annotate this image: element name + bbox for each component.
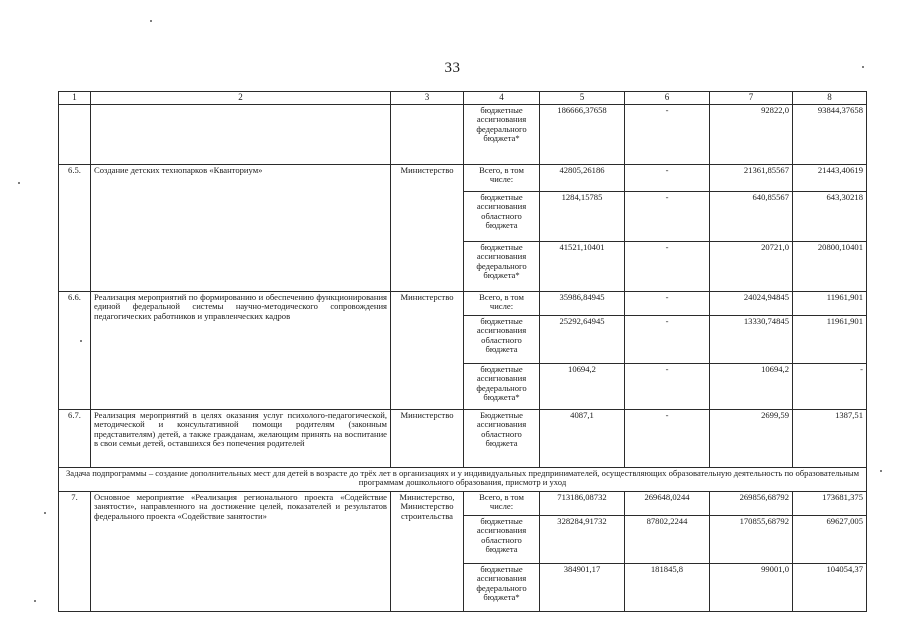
task-row — [59, 467, 867, 491]
value-cell: 20721,0 — [710, 241, 793, 291]
value-cell: 1284,15785 — [540, 191, 625, 241]
value-cell: 13330,74845 — [710, 315, 793, 363]
value-cell: - — [793, 363, 867, 409]
scan-speck — [862, 66, 864, 68]
value-cell: 21443,40619 — [793, 164, 867, 191]
value-cell: 42805,26186 — [540, 164, 625, 191]
value-cell: 93844,37658 — [793, 104, 867, 164]
name-cell: Основное мероприятие «Реализация регионального проекта «Содействие занятости», направленного на достижение целей, показателей и результатов федерального проекта «Содействие занятости» — [91, 491, 391, 611]
table-row — [59, 409, 867, 467]
executor-cell: Министерство — [391, 409, 464, 467]
value-cell: 25292,64945 — [540, 315, 625, 363]
value-cell: 87802,2244 — [625, 515, 710, 563]
num-cell: 6.7. — [59, 409, 91, 467]
task-line: Задача подпрограммы – создание дополнительных мест для детей в возрасте до трёх лет в организациях и у индивидуальных предпринимателей, осуществляющих образовательную деятельность по образовательным программам дошкольного образования, присмотр и уход — [59, 467, 867, 491]
source-cell: бюджетные ассигнования областного бюджета — [464, 515, 540, 563]
scan-speck — [44, 512, 46, 514]
value-cell: 186666,37658 — [540, 104, 625, 164]
scan-speck — [150, 20, 152, 22]
scan-speck — [880, 470, 882, 472]
source-cell: бюджетные ассигнования областного бюджета — [464, 191, 540, 241]
value-cell: 11961,901 — [793, 315, 867, 363]
column-header: 3 — [391, 92, 464, 105]
num-cell: 6.6. — [59, 291, 91, 409]
value-cell: 35986,84945 — [540, 291, 625, 315]
value-cell: 713186,08732 — [540, 491, 625, 515]
source-cell: Бюджетные ассигнования областного бюджета — [464, 409, 540, 467]
source-cell: Всего, в том числе: — [464, 164, 540, 191]
page-number: 33 — [444, 60, 461, 76]
value-cell: 99001,0 — [710, 563, 793, 611]
value-cell: - — [625, 409, 710, 467]
value-cell: 384901,17 — [540, 563, 625, 611]
table-row — [59, 491, 867, 515]
table-row — [59, 104, 867, 164]
value-cell: 24024,94845 — [710, 291, 793, 315]
source-cell: бюджетные ассигнования федерального бюджета* — [464, 563, 540, 611]
value-cell: 11961,901 — [793, 291, 867, 315]
value-cell: 20800,10401 — [793, 241, 867, 291]
value-cell: 640,85567 — [710, 191, 793, 241]
source-cell: Всего, в том числе: — [464, 491, 540, 515]
column-header: 2 — [91, 92, 391, 105]
value-cell: 181845,8 — [625, 563, 710, 611]
column-header: 6 — [625, 92, 710, 105]
value-cell: 10694,2 — [540, 363, 625, 409]
value-cell: - — [625, 291, 710, 315]
name-cell — [91, 104, 391, 164]
value-cell: 4087,1 — [540, 409, 625, 467]
column-header: 1 — [59, 92, 91, 105]
budget-table — [58, 91, 867, 612]
value-cell: - — [625, 315, 710, 363]
column-header: 7 — [710, 92, 793, 105]
value-cell: 69627,005 — [793, 515, 867, 563]
executor-cell: Министерство — [391, 164, 464, 291]
source-cell: бюджетные ассигнования федерального бюджета* — [464, 104, 540, 164]
value-cell: - — [625, 164, 710, 191]
table-row — [59, 164, 867, 191]
column-number-row — [59, 92, 867, 105]
value-cell: - — [625, 191, 710, 241]
value-cell: 643,30218 — [793, 191, 867, 241]
scan-speck — [18, 182, 20, 184]
scan-speck — [80, 340, 82, 342]
value-cell: - — [625, 104, 710, 164]
executor-cell: Министерство, Министерство строительства — [391, 491, 464, 611]
num-cell: 6.5. — [59, 164, 91, 291]
value-cell: - — [625, 241, 710, 291]
value-cell: 92822,0 — [710, 104, 793, 164]
value-cell: 10694,2 — [710, 363, 793, 409]
num-cell: 7. — [59, 491, 91, 611]
source-cell: бюджетные ассигнования федерального бюджета* — [464, 241, 540, 291]
source-cell: бюджетные ассигнования федерального бюджета* — [464, 363, 540, 409]
executor-cell — [391, 104, 464, 164]
column-header: 5 — [540, 92, 625, 105]
executor-cell: Министерство — [391, 291, 464, 409]
value-cell: 41521,10401 — [540, 241, 625, 291]
value-cell: 269856,68792 — [710, 491, 793, 515]
value-cell: 1387,51 — [793, 409, 867, 467]
value-cell: 2699,59 — [710, 409, 793, 467]
value-cell: 21361,85567 — [710, 164, 793, 191]
value-cell: 269648,0244 — [625, 491, 710, 515]
name-cell: Реализация мероприятий по формированию и обеспечению функционирования единой федеральной системы научно-методического сопровождения педагогических работников и управленческих кадров — [91, 291, 391, 409]
source-cell: Всего, в том числе: — [464, 291, 540, 315]
table-row — [59, 291, 867, 315]
value-cell: 104054,37 — [793, 563, 867, 611]
column-header: 8 — [793, 92, 867, 105]
value-cell: 173681,375 — [793, 491, 867, 515]
value-cell: 170855,68792 — [710, 515, 793, 563]
num-cell — [59, 104, 91, 164]
column-header: 4 — [464, 92, 540, 105]
name-cell: Реализация мероприятий в целях оказания услуг психолого-педагогической, методической и консультативной помощи родителям (законным представителям) детей, а также гражданам, желающим принять на воспитание в свои семьи детей, оставшихся без попечения родителей — [91, 409, 391, 467]
scan-speck — [34, 600, 36, 602]
value-cell: - — [625, 363, 710, 409]
value-cell: 328284,91732 — [540, 515, 625, 563]
name-cell: Создание детских технопарков «Кванториум» — [91, 164, 391, 291]
source-cell: бюджетные ассигнования областного бюджета — [464, 315, 540, 363]
